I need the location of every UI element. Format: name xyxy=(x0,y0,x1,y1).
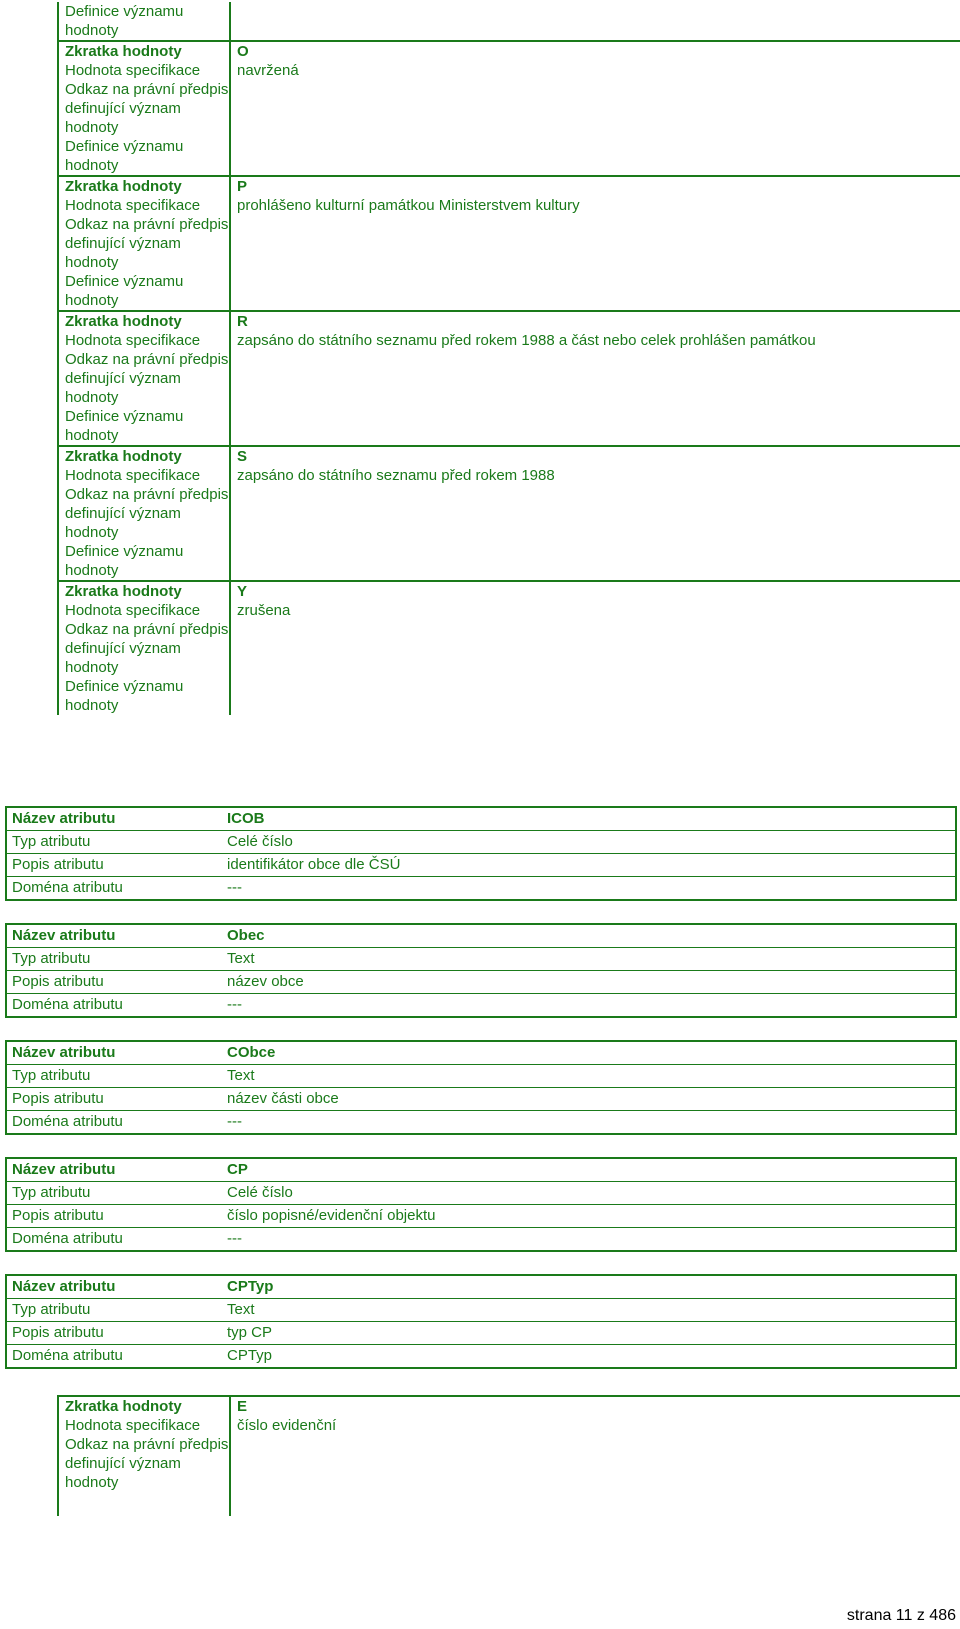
attribute-table xyxy=(5,1157,957,1252)
odkaz-label: Odkaz na právní předpis definující význam hodnoty xyxy=(58,620,230,677)
odkaz-label: Odkaz na právní předpis definující význam hodnoty xyxy=(58,350,230,407)
value-code: E xyxy=(230,1396,960,1416)
attr-name-value: ICOB xyxy=(227,810,265,827)
definice-label: Definice významu hodnoty xyxy=(58,677,230,715)
attr-name-value: CPTyp xyxy=(227,1278,274,1295)
odkaz-label: Odkaz na právní předpis definující význam hodnoty xyxy=(58,215,230,272)
zkratka-label: Zkratka hodnoty xyxy=(58,311,230,331)
attr-domain-value: --- xyxy=(222,1228,956,1252)
attr-type-label: Typ atributu xyxy=(6,1182,222,1205)
value-table-bottom xyxy=(57,1395,960,1516)
definice-label: Definice významu hodnoty xyxy=(58,272,230,311)
attr-name-value: CObce xyxy=(227,1044,276,1061)
zkratka-label: Zkratka hodnoty xyxy=(58,41,230,61)
attr-type-value: Text xyxy=(222,1065,956,1088)
specifikace-label: Hodnota specifikace xyxy=(58,466,230,485)
specifikace-label: Hodnota specifikace xyxy=(58,331,230,350)
attr-name-label: Název atributu xyxy=(12,1161,116,1178)
attr-desc-label: Popis atributu xyxy=(6,1322,222,1345)
zkratka-label: Zkratka hodnoty xyxy=(58,446,230,466)
definice-label: Definice významu hodnoty xyxy=(58,542,230,581)
attr-desc-label: Popis atributu xyxy=(6,1088,222,1111)
definice-label: Definice významu hodnoty xyxy=(58,137,230,176)
attr-name-label: Název atributu xyxy=(12,1044,116,1061)
attr-desc-value: název části obce xyxy=(222,1088,956,1111)
attribute-table xyxy=(5,1040,957,1135)
value-spec: zrušena xyxy=(230,601,960,620)
value-code: P xyxy=(230,176,960,196)
specifikace-label: Hodnota specifikace xyxy=(58,196,230,215)
attr-type-label: Typ atributu xyxy=(6,1065,222,1088)
attr-name-label: Název atributu xyxy=(12,1278,116,1295)
attr-desc-label: Popis atributu xyxy=(6,971,222,994)
attr-domain-value: --- xyxy=(222,877,956,901)
attr-desc-value: typ CP xyxy=(222,1322,956,1345)
value-table-top xyxy=(57,2,960,715)
attr-type-value: Text xyxy=(222,1299,956,1322)
attr-domain-value: --- xyxy=(222,994,956,1018)
attr-desc-label: Popis atributu xyxy=(6,854,222,877)
attr-type-label: Typ atributu xyxy=(6,1299,222,1322)
value-spec: navržená xyxy=(230,61,960,80)
attr-domain-label: Doména atributu xyxy=(6,1111,222,1135)
value-spec: zapsáno do státního seznamu před rokem 1988 xyxy=(230,466,960,485)
attr-type-value: Celé číslo xyxy=(222,831,956,854)
attr-type-label: Typ atributu xyxy=(6,831,222,854)
attr-name-label: Název atributu xyxy=(12,927,116,944)
value-spec: zapsáno do státního seznamu před rokem 1988 a část nebo celek prohlášen památkou xyxy=(230,331,960,350)
attr-domain-label: Doména atributu xyxy=(6,1345,222,1369)
definice-label: Definice významu hodnoty xyxy=(58,407,230,446)
specifikace-label: Hodnota specifikace xyxy=(58,601,230,620)
value-code: R xyxy=(230,311,960,331)
attr-desc-value: identifikátor obce dle ČSÚ xyxy=(222,854,956,877)
attr-domain-value: --- xyxy=(222,1111,956,1135)
attr-desc-label: Popis atributu xyxy=(6,1205,222,1228)
odkaz-label: Odkaz na právní předpis definující význam hodnoty xyxy=(58,1435,230,1492)
page-number: strana 11 z 486 xyxy=(846,1607,956,1624)
attr-desc-value: číslo popisné/evidenční objektu xyxy=(222,1205,956,1228)
attribute-table xyxy=(5,806,957,901)
attr-desc-value: název obce xyxy=(222,971,956,994)
specifikace-label: Hodnota specifikace xyxy=(58,1416,230,1435)
value-spec: prohlášeno kulturní památkou Ministerstvem kultury xyxy=(230,196,960,215)
attribute-table xyxy=(5,1274,957,1369)
attr-name-value: CP xyxy=(227,1161,248,1178)
specifikace-label: Hodnota specifikace xyxy=(58,61,230,80)
attr-type-value: Text xyxy=(222,948,956,971)
value-spec: číslo evidenční xyxy=(230,1416,960,1435)
attr-type-value: Celé číslo xyxy=(222,1182,956,1205)
attr-domain-label: Doména atributu xyxy=(6,1228,222,1252)
odkaz-label: Odkaz na právní předpis definující význam hodnoty xyxy=(58,80,230,137)
attr-name-label: Název atributu xyxy=(12,810,116,827)
value-code: Y xyxy=(230,581,960,601)
attr-type-label: Typ atributu xyxy=(6,948,222,971)
value-code: O xyxy=(230,41,960,61)
attribute-table xyxy=(5,923,957,1018)
odkaz-label: Odkaz na právní předpis definující význam hodnoty xyxy=(58,485,230,542)
attr-name-value: Obec xyxy=(227,927,265,944)
zkratka-label: Zkratka hodnoty xyxy=(58,176,230,196)
zkratka-label: Zkratka hodnoty xyxy=(58,581,230,601)
attr-domain-value: CPTyp xyxy=(222,1345,956,1369)
attr-domain-label: Doména atributu xyxy=(6,877,222,901)
definice-label: Definice významu hodnoty xyxy=(58,2,230,41)
zkratka-label: Zkratka hodnoty xyxy=(58,1396,230,1416)
value-code: S xyxy=(230,446,960,466)
attr-domain-label: Doména atributu xyxy=(6,994,222,1018)
